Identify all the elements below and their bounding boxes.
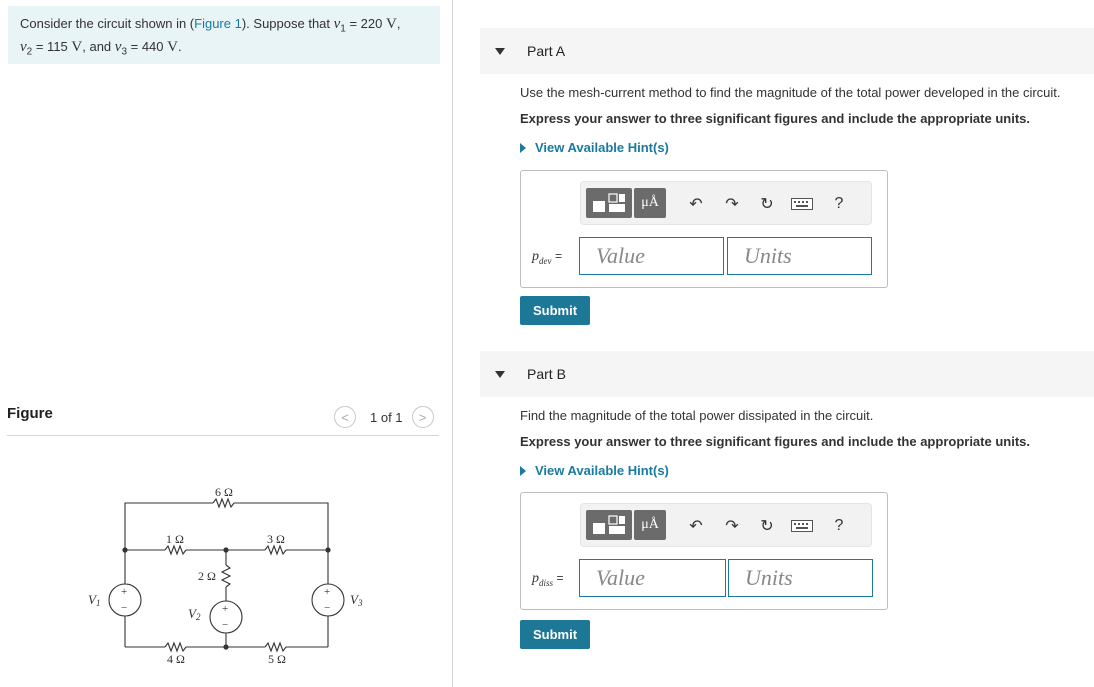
value-input[interactable]: Value (579, 237, 724, 275)
node (122, 547, 127, 552)
figure-title: Figure (7, 405, 53, 422)
templates-icon (591, 514, 627, 536)
part-b-header[interactable] (480, 351, 1094, 397)
figure-navigation (334, 405, 434, 429)
undo-button[interactable] (685, 194, 707, 214)
part-b-submit-button[interactable]: Submit (520, 620, 590, 649)
expand-arrow-icon (520, 466, 526, 476)
part-b-instruction: Express your answer to three significant figures and include the appropriate units. (520, 434, 1030, 449)
pane-divider[interactable] (452, 0, 453, 687)
next-figure-button[interactable] (412, 406, 434, 428)
label-1-ohm: 1 Ω (166, 532, 184, 546)
part-a-instruction: Express your answer to three significant figures and include the appropriate units. (520, 111, 1030, 126)
minus-sign: − (324, 602, 331, 614)
minus-sign: − (121, 602, 128, 614)
reset-icon: ↻ (760, 518, 774, 535)
part-b-answer-box (520, 492, 888, 610)
resistor-2-ohm (222, 565, 230, 587)
units-input[interactable]: Units (728, 559, 873, 597)
p-diss-label: $p_{diss}$ = (532, 571, 564, 588)
keyboard-button[interactable] (791, 516, 813, 536)
node (325, 547, 330, 552)
part-a-answer-box (520, 170, 888, 288)
label-6-ohm: 6 Ω (215, 485, 233, 499)
units-input[interactable]: Units (727, 237, 872, 275)
reset-button[interactable] (756, 194, 778, 214)
redo-icon: ↷ (725, 518, 739, 535)
part-b-question: Find the magnitude of the total power dissipated in the circuit. (520, 408, 874, 423)
undo-icon: ↶ (689, 196, 703, 213)
reset-icon: ↻ (760, 196, 774, 213)
units-button[interactable] (634, 510, 666, 540)
part-a-question: Use the mesh-current method to find the magnitude of the total power developed in the circuit. (520, 85, 1061, 100)
undo-icon: ↶ (689, 518, 703, 535)
help-button[interactable] (828, 194, 850, 214)
circuit-diagram (70, 470, 390, 675)
resistor-4-ohm (165, 643, 186, 651)
figure-divider (7, 435, 439, 436)
help-icon: ? (834, 517, 844, 534)
templates-icon (591, 192, 627, 214)
collapse-triangle-icon (495, 371, 505, 378)
part-a-label: Part A (527, 43, 566, 59)
part-b-label: Part B (527, 366, 566, 382)
math-toolbar (580, 503, 872, 547)
plus-sign: + (121, 586, 128, 598)
undo-button[interactable] (685, 516, 707, 536)
label-2-ohm: 2 Ω (198, 569, 216, 583)
value-input[interactable]: Value (579, 559, 726, 597)
problem-statement: Consider the circuit shown in (Figure 1). Suppose that $v_1 = 220$ V, $v_2 = 115$ V, and $v_3 = 440$ V. (8, 6, 440, 64)
redo-button[interactable] (721, 516, 743, 536)
templates-button[interactable] (586, 188, 632, 218)
figure-counter: 1 of 1 (370, 409, 403, 425)
label-v1: V1 (88, 592, 101, 608)
p-dev-label: $p_{dev}$ = (532, 249, 563, 266)
chevron-right-icon: > (418, 409, 427, 425)
resistor-1-ohm (165, 546, 186, 554)
reset-button[interactable] (756, 516, 778, 536)
collapse-triangle-icon (495, 48, 505, 55)
plus-sign: + (222, 603, 229, 615)
redo-icon: ↷ (725, 196, 739, 213)
resistor-6-ohm (213, 499, 234, 507)
label-5-ohm: 5 Ω (268, 652, 286, 666)
figure-link[interactable]: Figure 1 (194, 16, 242, 31)
label-v2: V2 (188, 606, 201, 622)
resistor-5-ohm (265, 643, 286, 651)
node (223, 547, 228, 552)
redo-button[interactable] (721, 194, 743, 214)
node (223, 644, 228, 649)
keyboard-icon (791, 198, 813, 210)
label-3-ohm: 3 Ω (267, 532, 285, 546)
part-a-header[interactable] (480, 28, 1094, 74)
plus-sign: + (324, 586, 331, 598)
chevron-left-icon: < (341, 409, 349, 425)
help-icon: ? (834, 195, 844, 212)
keyboard-icon (791, 520, 813, 532)
math-toolbar (580, 181, 872, 225)
prev-figure-button[interactable] (334, 406, 356, 428)
expand-arrow-icon (520, 143, 526, 153)
help-button[interactable] (828, 516, 850, 536)
part-a-submit-button[interactable]: Submit (520, 296, 590, 325)
label-v3: V3 (350, 592, 363, 608)
units-button[interactable] (634, 188, 666, 218)
templates-button[interactable] (586, 510, 632, 540)
resistor-3-ohm (265, 546, 286, 554)
label-4-ohm: 4 Ω (167, 652, 185, 666)
minus-sign: − (222, 619, 229, 631)
units-icon: μÅ (641, 517, 659, 532)
units-icon: μÅ (641, 195, 659, 210)
keyboard-button[interactable] (791, 194, 813, 214)
part-a-hint-link[interactable]: View Available Hint(s) (520, 140, 669, 155)
part-b-hint-link[interactable]: View Available Hint(s) (520, 463, 669, 478)
